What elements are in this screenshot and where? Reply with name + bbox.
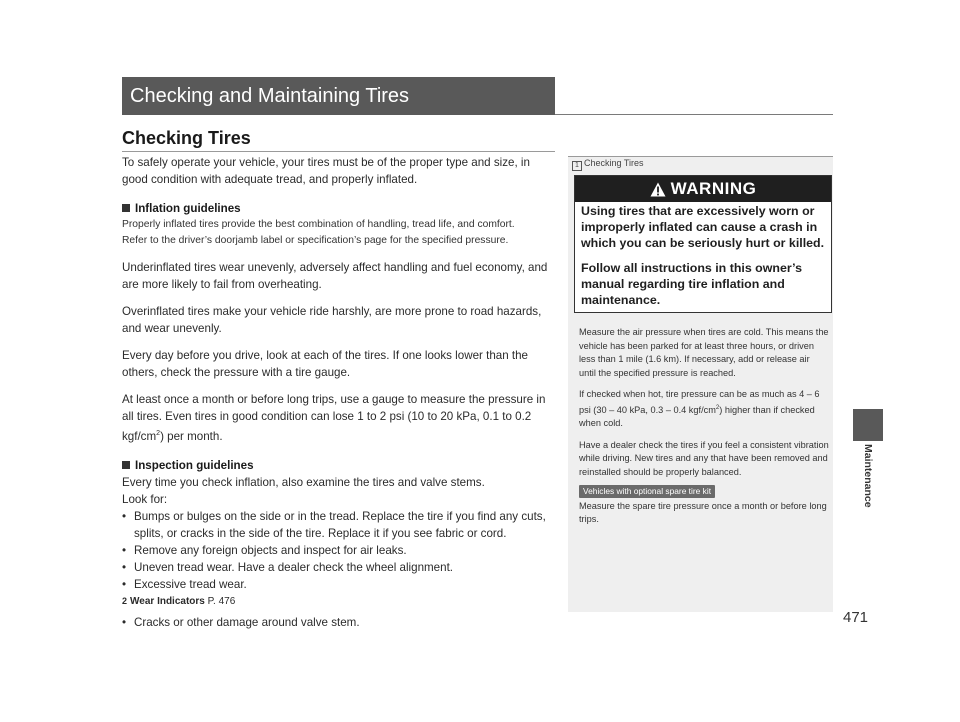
chapter-tab-label: Maintenance [862,444,874,508]
inflation-heading: Inflation guidelines [122,200,554,217]
warning-text-1: Using tires that are excessively worn or improperly inflated can cause a crash in which you can be seriously hurt or killed. [581,204,825,250]
page-heading: Checking Tires [122,128,251,148]
list-item: • Excessive tread wear. [122,577,247,591]
side-panel-rule [568,156,833,157]
daily-check-paragraph: Every day before you drive, look at each of the tires. If one looks lower than the others, check the pressure with a tire gauge. [122,349,529,379]
side-notes [579,326,829,527]
spare-kit-tag-row [579,485,829,499]
inspection-heading: Inspection guidelines [122,457,554,474]
warning-body [581,203,827,308]
side-caption: 1 Checking Tires [572,158,644,171]
list-item: • Cracks or other damage around valve stem. [122,615,360,629]
overinflated-paragraph: Overinflated tires make your vehicle ride harshly, are more prone to road hazards, and wear unevenly. [122,305,542,335]
side-note-cold: Measure the air pressure when tires are cold. This means the vehicle has been parked for at least three hours, or driven less than 1 mile (1.6 km). If necessary, add or release air until the specified pressure is reached. [579,327,829,378]
look-for-label: Look for: [122,492,168,506]
main-column [122,152,554,631]
banner-rule [555,114,833,115]
optional-spare-tag: Vehicles with optional spare tire kit [579,485,715,498]
square-bullet-icon [122,204,130,212]
side-note-hot: If checked when hot, tire pressure can be as much as 4 – 6 psi (30 – 40 kPa, 0.3 – 0.4 kgf/$cm^2$) higher than if checked when cold. [579,389,820,429]
page-number: 471 [843,609,869,626]
monthly-check-paragraph: At least once a month or before long trips, use a gauge to measure the pressure in all tires. Even tires in good condition can lose 1 to 2 psi (10 to 20 kPa, 0.1 to 0.2 kgf/$cm^2$) per month. [122,393,546,443]
inflation-note-line1: Properly inflated tires provide the best combination of handling, tread life, and comfort. [122,219,515,230]
list-item: • Uneven tread wear. Have a dealer check the wheel alignment. [122,560,454,574]
warning-title: WARNING [575,176,831,202]
intro-paragraph: To safely operate your vehicle, your tires must be of the proper type and size, in good condition with adequate tread, and properly inflated. [122,156,530,186]
side-note-vibration: Have a dealer check the tires if you feel a consistent vibration while driving. New tires and any that have been removed and reinstalled should be properly balanced. [579,439,829,477]
wear-indicators-link[interactable]: 2 Wear Indicators P. 476 [122,595,236,607]
list-item: • Bumps or bulges on the side or in the tread. Replace the tire if you find any cuts, splits, or cracks in the side of the tire. Replace it if you see fabric or cord. [122,509,546,540]
note-marker-icon: 1 [572,161,582,171]
warning-triangle-icon [650,182,666,197]
cross-reference-icon: 2 [122,595,128,606]
square-bullet-icon [122,461,130,469]
inflation-note-line2: Refer to the driver’s doorjamb label or specification’s page for the specified pressure. [122,235,509,246]
inspection-intro: Every time you check inflation, also examine the tires and valve stems. [122,475,485,489]
section-title: Checking and Maintaining Tires [130,85,410,107]
warning-text-2: Follow all instructions in this owner’s manual regarding tire inflation and maintenance. [581,261,802,307]
list-item: • Remove any foreign objects and inspect for air leaks. [122,543,407,557]
underinflated-paragraph: Underinflated tires wear unevenly, adversely affect handling and fuel economy, and are more likely to fail from overheating. [122,261,548,291]
side-note-spare: Measure the spare tire pressure once a month or before long trips. [579,500,827,525]
chapter-tab[interactable] [853,409,883,441]
